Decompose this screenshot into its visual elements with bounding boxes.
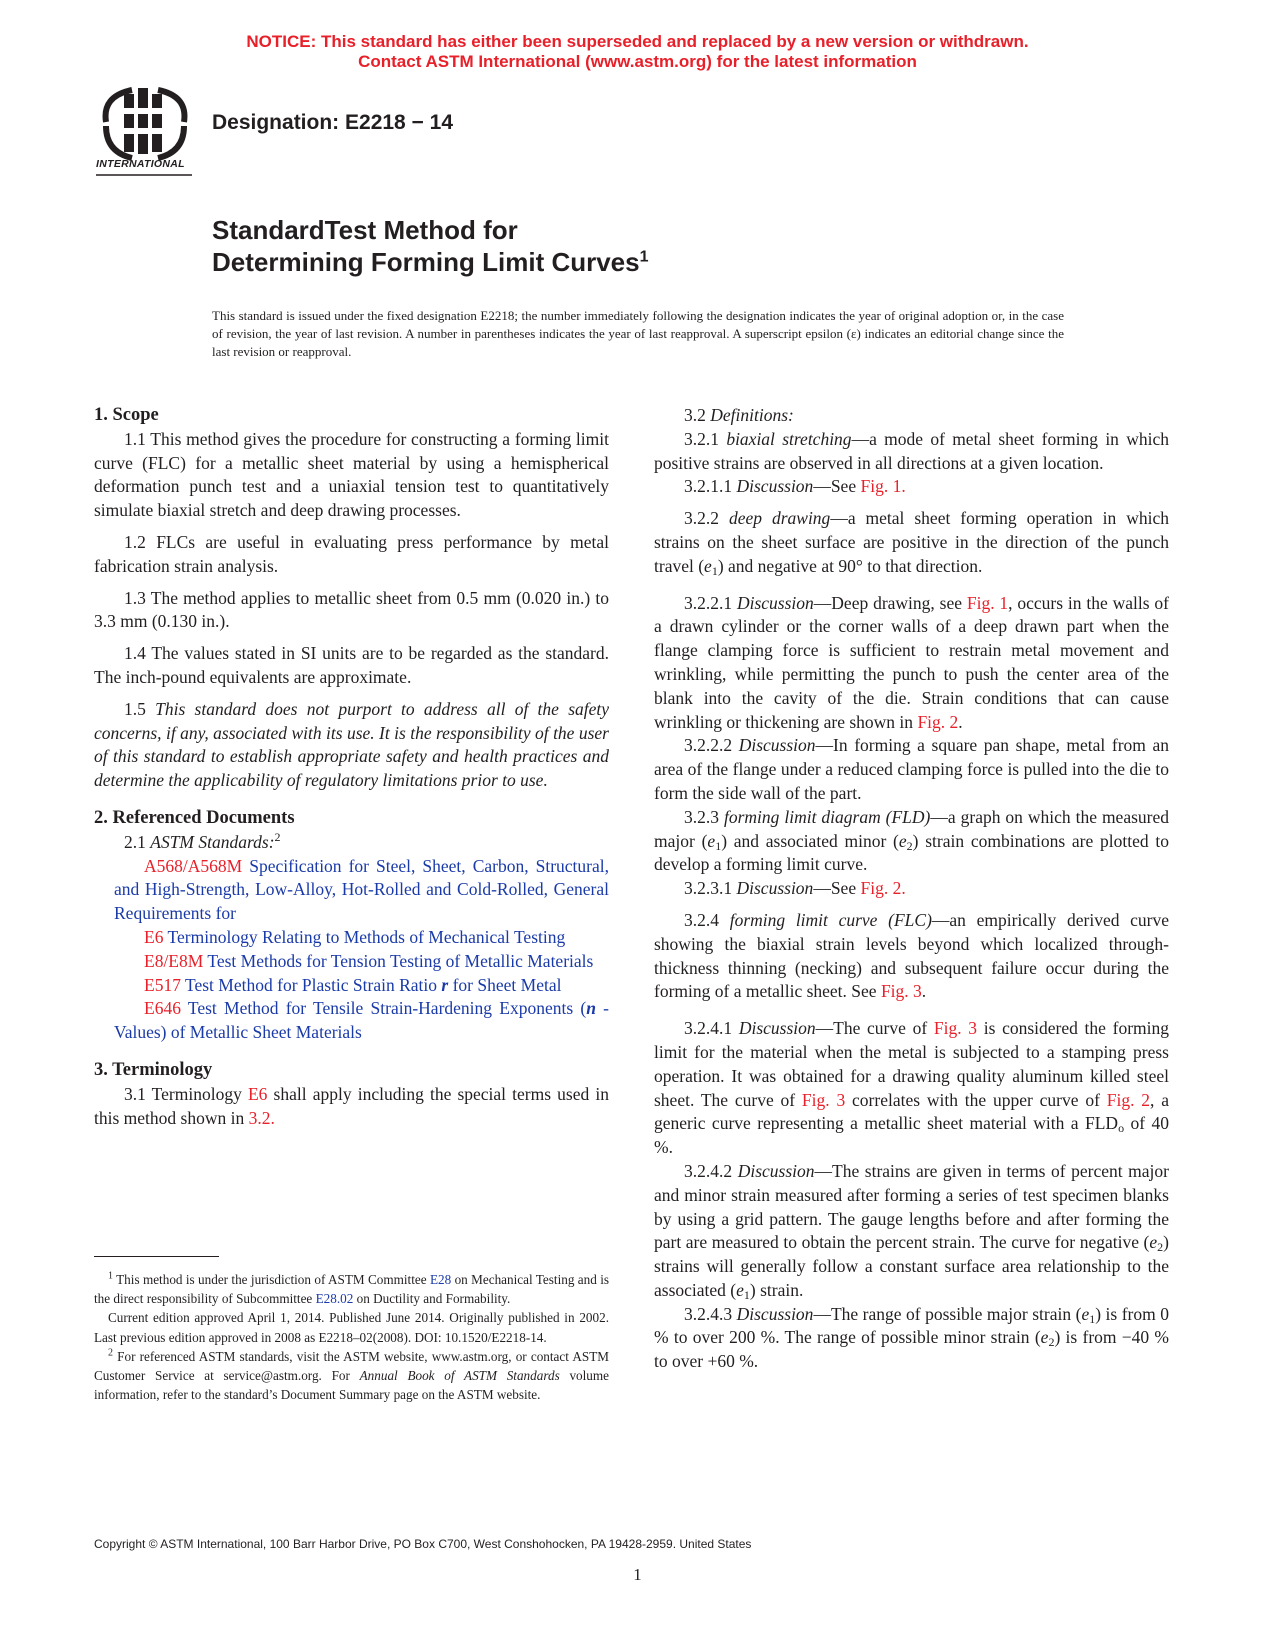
- para-3-2-4-2: 3.2.4.2 Discussion—The strains are given in terms of percent major and minor strain measured after forming a series of test specimen blanks by using a grid pattern. The gauge lengths before and after forming the part are measured to obtain the percent strain. The curve for negative $(e_2)$ strains will generally follow a constant surface area relationship to the associated $(e_1)$ strain.: [654, 1160, 1169, 1302]
- para-3-2-3: 3.2.3 forming limit diagram (FLD)—a graph on which the measured major $(e_1)$ and associated minor $(e_2)$ strain combinations are plotted to develop a forming limit curve.: [654, 806, 1170, 875]
- para-3-2-4: 3.2.4 forming limit curve (FLC)—an empirically derived curve showing the biaxial strain levels beyond which localized through-thickness thinning (necking) and subsequent failure occur during the forming of a metallic sheet. See Fig. 3.: [654, 909, 1170, 1002]
- footnote-1-edition: Current edition approved April 1, 2014. Published June 2014. Originally published in 2002. Last previous edition approved in 2008 as E2218–02(2008). DOI: 10.1520/E2218-14.: [94, 1310, 609, 1345]
- page-number: 1: [633, 1565, 642, 1584]
- astm-logo-icon: [92, 82, 198, 178]
- para-3-1: 3.1 Terminology E6 shall apply including the special terms used in this method shown in 3.2.: [94, 1083, 609, 1128]
- title-line-1: StandardTest Method for: [212, 215, 518, 245]
- para-3-2: 3.2 Definitions:: [684, 405, 794, 425]
- page-title: [212, 214, 649, 278]
- ref-e646[interactable]: E646 Test Method for Tensile Strain-Hardening Exponents (n -Values) of Metallic Sheet Materials: [114, 998, 609, 1043]
- link-fig-2b[interactable]: Fig. 2.: [860, 878, 906, 899]
- para-3-2-1-1: 3.2.1.1 Discussion—See Fig. 1.: [684, 476, 906, 497]
- supersede-notice: [0, 32, 1275, 72]
- para-3-2-4-3: 3.2.4.3 Discussion—The range of possible major strain $(e_1)$ is from 0 % to over 200 %. The range of possible minor strain $(e_2)$ is from −40 % to over +60 %.: [654, 1303, 1169, 1372]
- link-e28[interactable]: E28: [429, 1272, 452, 1287]
- left-column: [94, 404, 609, 1130]
- right-column: [654, 404, 1169, 1374]
- para-3-2-2-2: 3.2.2.2 Discussion—In forming a square pan shape, metal from an area of the flange under a reduced clamping force is pulled into the die to form the side wall of the part.: [654, 735, 1170, 803]
- link-fig-2c[interactable]: Fig. 2: [1106, 1089, 1151, 1110]
- notice-line-1: NOTICE: This standard has either been superseded and replaced by a new version or withdrawn.: [246, 32, 1029, 51]
- section-3-heading: 3. Terminology: [94, 1059, 213, 1080]
- section-1-heading: 1. Scope: [94, 405, 159, 425]
- link-fig-1[interactable]: Fig. 1.: [860, 476, 906, 497]
- para-2-1: 2.1 ASTM Standards:$^2$: [124, 829, 281, 852]
- link-fig-3c[interactable]: Fig. 3: [801, 1089, 846, 1110]
- ref-e517[interactable]: E517 Test Method for Plastic Strain Ratio r for Sheet Metal: [144, 974, 562, 995]
- link-fig-1b[interactable]: Fig. 1: [966, 592, 1009, 613]
- para-1-4: 1.4 The values stated in SI units are to be regarded as the standard. The inch-pound equivalents are approximate.: [94, 643, 609, 687]
- link-fig-2[interactable]: Fig. 2: [917, 711, 959, 732]
- para-1-5: 1.5 This standard does not purport to address all of the safety concerns, if any, associated with its use. It is the responsibility of the user of this standard to establish appropriate safety and health practices and determine the applicability of regulatory limitations prior to use.: [94, 698, 610, 791]
- preamble: This standard is issued under the fixed designation E2218; the number immediately following the designation indicates the year of original adoption or, in the case of revision, the year of last revision. A number in parentheses indicates the year of last reapproval. A superscript epsilon (ε) indicates an editorial change since the last revision or reapproval.: [212, 308, 1064, 359]
- footnote-divider: [94, 1256, 219, 1257]
- title-line-2: Determining Forming Limit Curves$^1$: [212, 247, 649, 277]
- link-e6[interactable]: E6: [247, 1083, 268, 1104]
- footnote-2: $^2$ For referenced ASTM standards, visit the ASTM website, www.astm.org, or contact ASTM Customer Service at service@astm.org. For Annual Book of ASTM Standards volume information, refer to the standard’s Document Summary page on the ASTM website.: [94, 1347, 609, 1403]
- ref-e8[interactable]: E8/E8M Test Methods for Tension Testing of Metallic Materials: [144, 950, 594, 971]
- ref-e6[interactable]: E6 Terminology Relating to Methods of Mechanical Testing: [144, 926, 566, 947]
- para-3-2-3-1: 3.2.3.1 Discussion—See Fig. 2.: [684, 878, 906, 899]
- para-3-2-2-1: 3.2.2.1 Discussion—Deep drawing, see Fig. 1, occurs in the walls of a drawn cylinder or the corner walls of a deep drawn part when the flange clamping force is sufficient to restrain metal movement and wrinkling, while permitting the punch to push the center area of the blank into the cavity of the die. Strain conditions that can cause wrinkling or thickening are shown in Fig. 2.: [654, 592, 1169, 732]
- para-3-2-2: 3.2.2 deep drawing—a metal sheet forming operation in which strains on the sheet surface are positive in the direction of the punch travel $(e_1)$ and negative at 90° to that direction.: [654, 508, 1169, 578]
- section-2-heading: 2. Referenced Documents: [94, 807, 295, 828]
- para-1-2: 1.2 FLCs are useful in evaluating press performance by metal fabrication strain analysis.: [94, 531, 609, 576]
- designation: Designation: E2218 − 14: [212, 111, 454, 134]
- para-1-1: 1.1 This method gives the procedure for constructing a forming limit curve (FLC) for a metallic sheet material by using a hemispherical deformation punch test and a uniaxial tension test to quantitatively simulate biaxial stretch and deep drawing processes.: [94, 428, 609, 521]
- ref-a568[interactable]: A568/A568M Specification for Steel, Sheet, Carbon, Structural, and High-Strength, Low-Alloy, Hot-Rolled and Cold-Rolled, General Requirements for: [114, 855, 609, 924]
- notice-line-2: Contact ASTM International (www.astm.org) for the latest information: [358, 52, 917, 71]
- copyright: Copyright © ASTM International, 100 Barr Harbor Drive, PO Box C700, West Conshohocken, PA 19428-2959. United States: [94, 1537, 752, 1551]
- para-3-2-4-1: 3.2.4.1 Discussion—The curve of Fig. 3 is considered the forming limit for the material when the metal is subjected to a stamping press operation. It was obtained for a drawing quality aluminum killed steel sheet. The curve of Fig. 3 correlates with the upper curve of Fig. 2, a generic curve representing a metallic sheet material with a $FLD_o$ of 40 %.: [654, 1018, 1169, 1158]
- title-footnote-ref[interactable]: 1: [639, 248, 649, 266]
- link-fig-3[interactable]: Fig. 3: [880, 981, 922, 1002]
- footnotes: [94, 1270, 609, 1404]
- link-e28-02[interactable]: E28.02: [315, 1291, 354, 1307]
- para-1-3: 1.3 The method applies to metallic sheet from 0.5 mm (0.020 in.) to 3.3 mm (0.130 in.).: [94, 587, 609, 632]
- link-fig-3b[interactable]: Fig. 3: [933, 1018, 978, 1039]
- logo-text: INTERNATIONAL: [96, 158, 185, 170]
- link-3-2[interactable]: 3.2.: [248, 1107, 275, 1128]
- para-3-2-1: 3.2.1 biaxial stretching—a mode of metal sheet forming in which positive strains are observed in all directions at a given location.: [654, 428, 1170, 473]
- footnote-1: $^1$ This method is under the jurisdiction of ASTM Committee E28 on Mechanical Testing and is the direct responsibility of Subcommittee E28.02 on Ductility and Formability.: [94, 1270, 609, 1307]
